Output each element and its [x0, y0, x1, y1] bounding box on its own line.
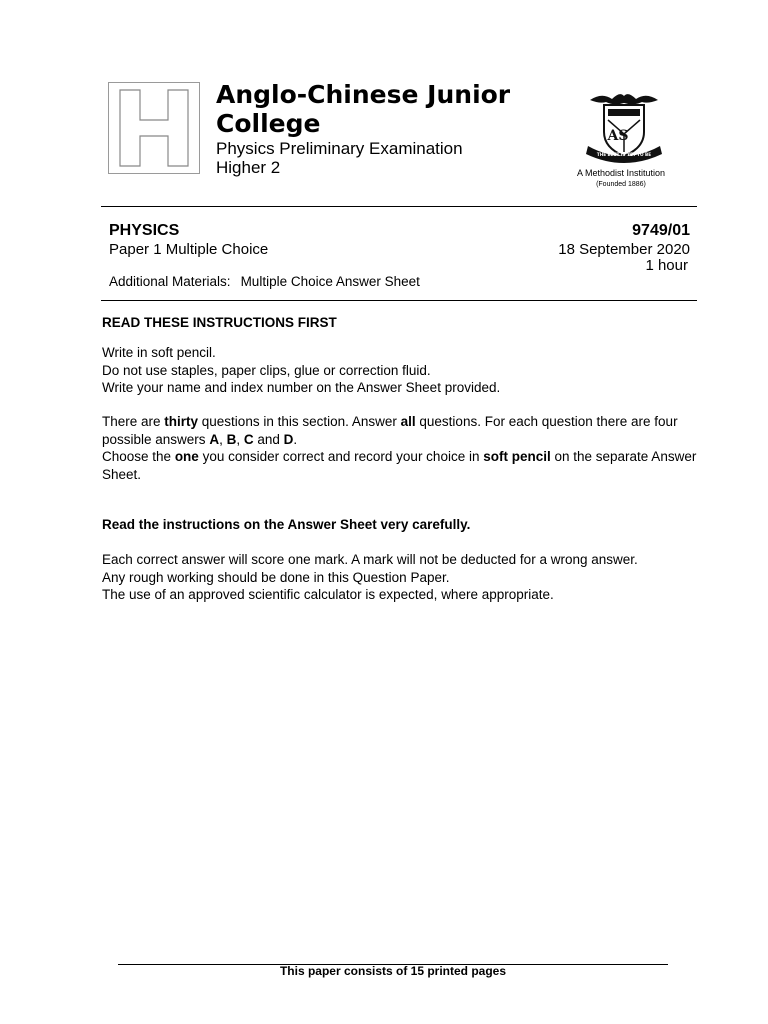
paper-title: Paper 1 Multiple Choice — [109, 241, 269, 258]
instruction-choice: Choose the one you consider correct and record your choice in soft pencil on the separate Answer Sheet. — [102, 449, 697, 482]
materials-value: Multiple Choice Answer Sheet — [240, 274, 420, 289]
crest-caption: A Methodist Institution — [576, 168, 666, 178]
marking-line: The use of an approved scientific calculator is expected, where appropriate. — [102, 587, 554, 602]
exam-duration: 1 hour — [645, 257, 688, 274]
marking-notes — [102, 551, 702, 604]
subject-title: PHYSICS — [109, 222, 180, 239]
answer-sheet-notice: Read the instructions on the Answer Sheet very carefully. — [102, 517, 471, 532]
top-divider — [101, 206, 697, 207]
middle-divider — [101, 300, 697, 301]
exam-date: 18 September 2020 — [558, 241, 690, 258]
exam-title: Physics Preliminary Examination — [216, 139, 463, 158]
crest-founded-note: (Founded 1886) — [596, 181, 646, 188]
instruction-line: Write in soft pencil. — [102, 345, 216, 360]
instruction-line: Write your name and index number on the Answer Sheet provided. — [102, 380, 501, 395]
instruction-line: Do not use staples, paper clips, glue or correction fluid. — [102, 362, 431, 378]
instruction-questions: There are thirty questions in this section. Answer all questions. For each question there are four possible answers A, B, C and D. — [102, 414, 678, 447]
crest-letters: AS — [607, 128, 629, 144]
crest-motto: THE BEST IS YET TO BE — [596, 152, 652, 157]
paper-code: 9749/01 — [632, 222, 690, 239]
additional-materials — [109, 274, 420, 290]
marking-line: Any rough working should be done in this Question Paper. — [102, 569, 450, 585]
instructions-answering — [102, 413, 702, 483]
exam-level: Higher 2 — [216, 158, 281, 177]
marking-line: Each correct answer will score one mark. A mark will not be deducted for a wrong answer. — [102, 552, 638, 567]
materials-label: Additional Materials: — [109, 274, 231, 289]
page-count-footer: This paper consists of 15 printed pages — [279, 964, 507, 978]
instructions-heading: READ THESE INSTRUCTIONS FIRST — [102, 315, 337, 330]
college-name: Anglo-Chinese Junior College — [216, 80, 511, 138]
h-letter-logo — [108, 82, 200, 174]
college-crest — [582, 90, 666, 166]
instructions-general — [102, 344, 702, 397]
